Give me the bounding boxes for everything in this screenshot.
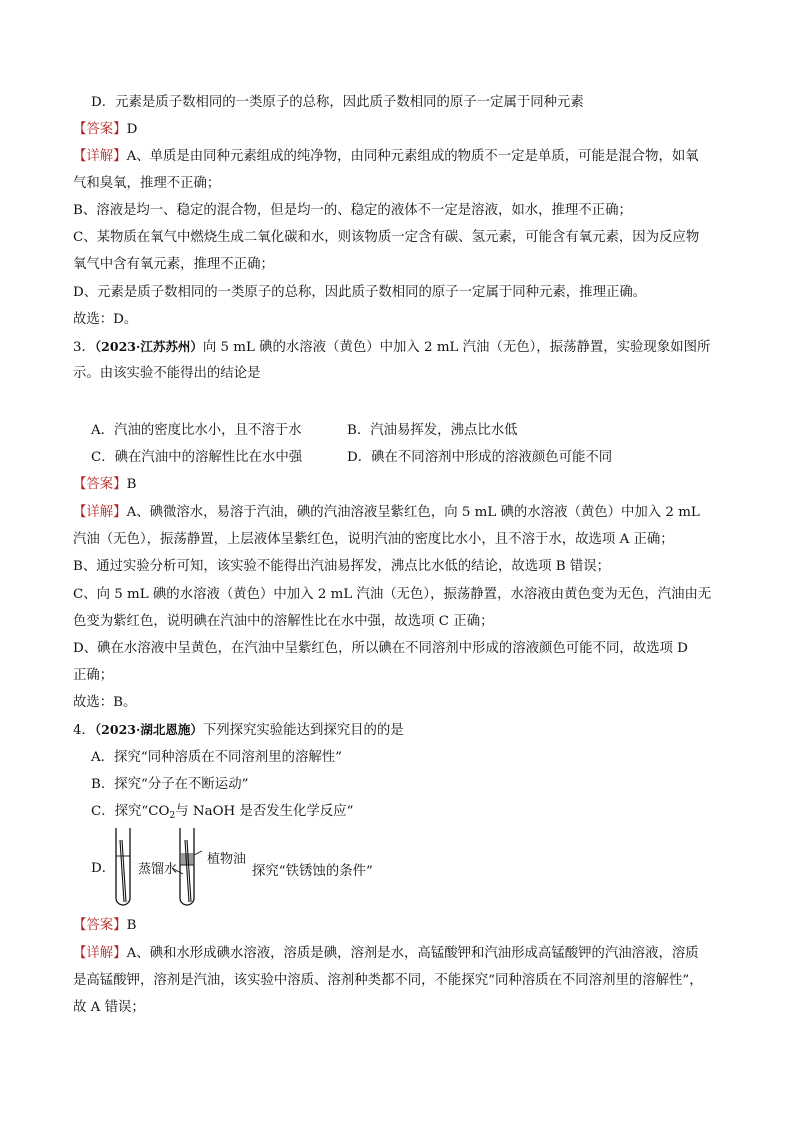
detail-tag: 【详解】 <box>73 946 127 961</box>
q4-option-d-text: 探究“铁锈蚀的条件” <box>252 864 373 879</box>
vegetable-oil-label: 植物油 <box>207 852 247 867</box>
answer-tag: 【答案】 <box>73 918 127 933</box>
q2-detail-line: 气和臭氧，推理不正确； <box>73 176 221 191</box>
option-text: 与 NaOH 是否发生化学反应” <box>175 804 354 819</box>
q2-detail-line: D、元素是质子数相同的一类原子的总称，因此质子数相同的原子一定属于同种元素，推理正确。 <box>73 285 647 300</box>
detail-text: A、碘和水形成碘水溶液，溶质是碘，溶剂是水，高锰酸钾和汽油形成高锰酸钾的汽油溶液，溶质 <box>126 946 699 961</box>
detail-text: A、单质是由同种元素组成的纯净物，由同种元素组成的物质不一定是单质，可能是混合物，如氧 <box>126 149 699 164</box>
q3-stem-cont: 示。由该实验不能得出的结论是 <box>73 366 261 381</box>
q4-answer <box>73 916 734 936</box>
subscript: 2 <box>169 811 176 821</box>
question-number: 3． <box>73 340 95 355</box>
question-source: （2023·湖北恩施） <box>94 722 203 737</box>
q3-detail-line: 汽油（无色），振荡静置，上层液体呈紫红色，说明汽油的密度比水小，且不溶于水，故选项 A 正确； <box>73 532 674 547</box>
q3-option-b: B．汽油易挥发，沸点比水低 <box>347 423 518 438</box>
question-text: 下列探究实验能达到探究目的的是 <box>202 723 404 738</box>
answer-value: B <box>126 477 137 492</box>
answer-tag: 【答案】 <box>73 122 127 137</box>
q4-option-d-letter: D． <box>91 861 116 876</box>
answer-tag: 【答案】 <box>73 477 127 492</box>
q2-detail-line: 氧气中含有氧元素，推理不正确； <box>73 257 274 272</box>
q2-answer <box>73 120 734 140</box>
q3-option-a: A．汽油的密度比水小，且不溶于水 <box>91 423 302 438</box>
q4-detail-line <box>73 944 734 964</box>
q3-detail-line: 正确； <box>73 668 114 683</box>
q4-option-c <box>91 802 734 826</box>
q2-detail-line: B、溶液是均一、稳定的混合物，但是均一的、稳定的液体不一定是溶液，如水，推理不正确； <box>73 203 632 218</box>
q2-detail-line: C、某物质在氧气中燃烧生成二氧化碳和水，则该物质一定含有碳、氢元素，可能含有氧元素，因为反应物 <box>73 230 700 245</box>
q3-option-c: C．碘在汽油中的溶解性比在水中强 <box>91 450 303 465</box>
q2-detail-line <box>73 147 734 167</box>
answer-value: D <box>126 122 138 137</box>
detail-text: A、碘微溶水，易溶于汽油，碘的汽油溶液呈紫红色，向 5 mL 碘的水溶液（黄色）中加入 2 mL <box>126 505 700 520</box>
question-number: 4． <box>73 723 95 738</box>
q3-answer <box>73 475 734 495</box>
q3-conclusion: 故选：B。 <box>73 695 137 710</box>
q4-detail-line: 故 A 错误； <box>73 1000 145 1015</box>
question-source: （2023·江苏苏州） <box>94 339 203 354</box>
left-test-tube <box>116 828 130 905</box>
question-text: 向 5 mL 碘的水溶液（黄色）中加入 2 mL 汽油（无色），振荡静置，实验现象如图所 <box>202 340 711 355</box>
q3-stem <box>73 337 734 358</box>
option-text: C．探究“CO <box>91 804 170 819</box>
q2-option-d: D．元素是质子数相同的一类原子的总称，因此质子数相同的原子一定属于同种元素 <box>91 95 584 110</box>
q4-option-a: A．探究“同种溶质在不同溶剂里的溶解性” <box>91 750 343 765</box>
right-test-tube <box>180 828 194 905</box>
q3-detail-line: 色变为紫红色，说明碘在汽油中的溶解性比在水中强，故选项 C 正确； <box>73 614 494 629</box>
q4-detail-line: 是高锰酸钾，溶剂是汽油，该实验中溶质、溶剂种类都不同，不能探究“同种溶质在不同溶剂里的溶解性”， <box>73 973 703 988</box>
q3-detail-line <box>73 503 734 523</box>
q3-option-d: D．碘在不同溶剂中形成的溶液颜色可能不同 <box>347 450 613 465</box>
detail-tag: 【详解】 <box>73 505 127 520</box>
q2-conclusion: 故选：D。 <box>73 312 138 327</box>
q3-detail-line: B、通过实验分析可知，该实验不能得出汽油易挥发，沸点比水低的结论，故选项 B 错误； <box>73 559 611 574</box>
detail-tag: 【详解】 <box>73 149 127 164</box>
distilled-water-label: 蒸馏水 <box>138 862 178 877</box>
q4-stem <box>73 720 734 741</box>
q3-detail-line: D、碘在水溶液中呈黄色，在汽油中呈紫红色，所以碘在不同溶剂中形成的溶液颜色可能不同，故选项 D <box>73 641 688 656</box>
q3-detail-line: C、向 5 mL 碘的水溶液（黄色）中加入 2 mL 汽油（无色），振荡静置，水溶液由黄色变为无色，汽油由无 <box>73 587 712 602</box>
q4-option-b: B．探究“分子在不断运动” <box>91 777 249 792</box>
answer-value: B <box>126 918 137 933</box>
